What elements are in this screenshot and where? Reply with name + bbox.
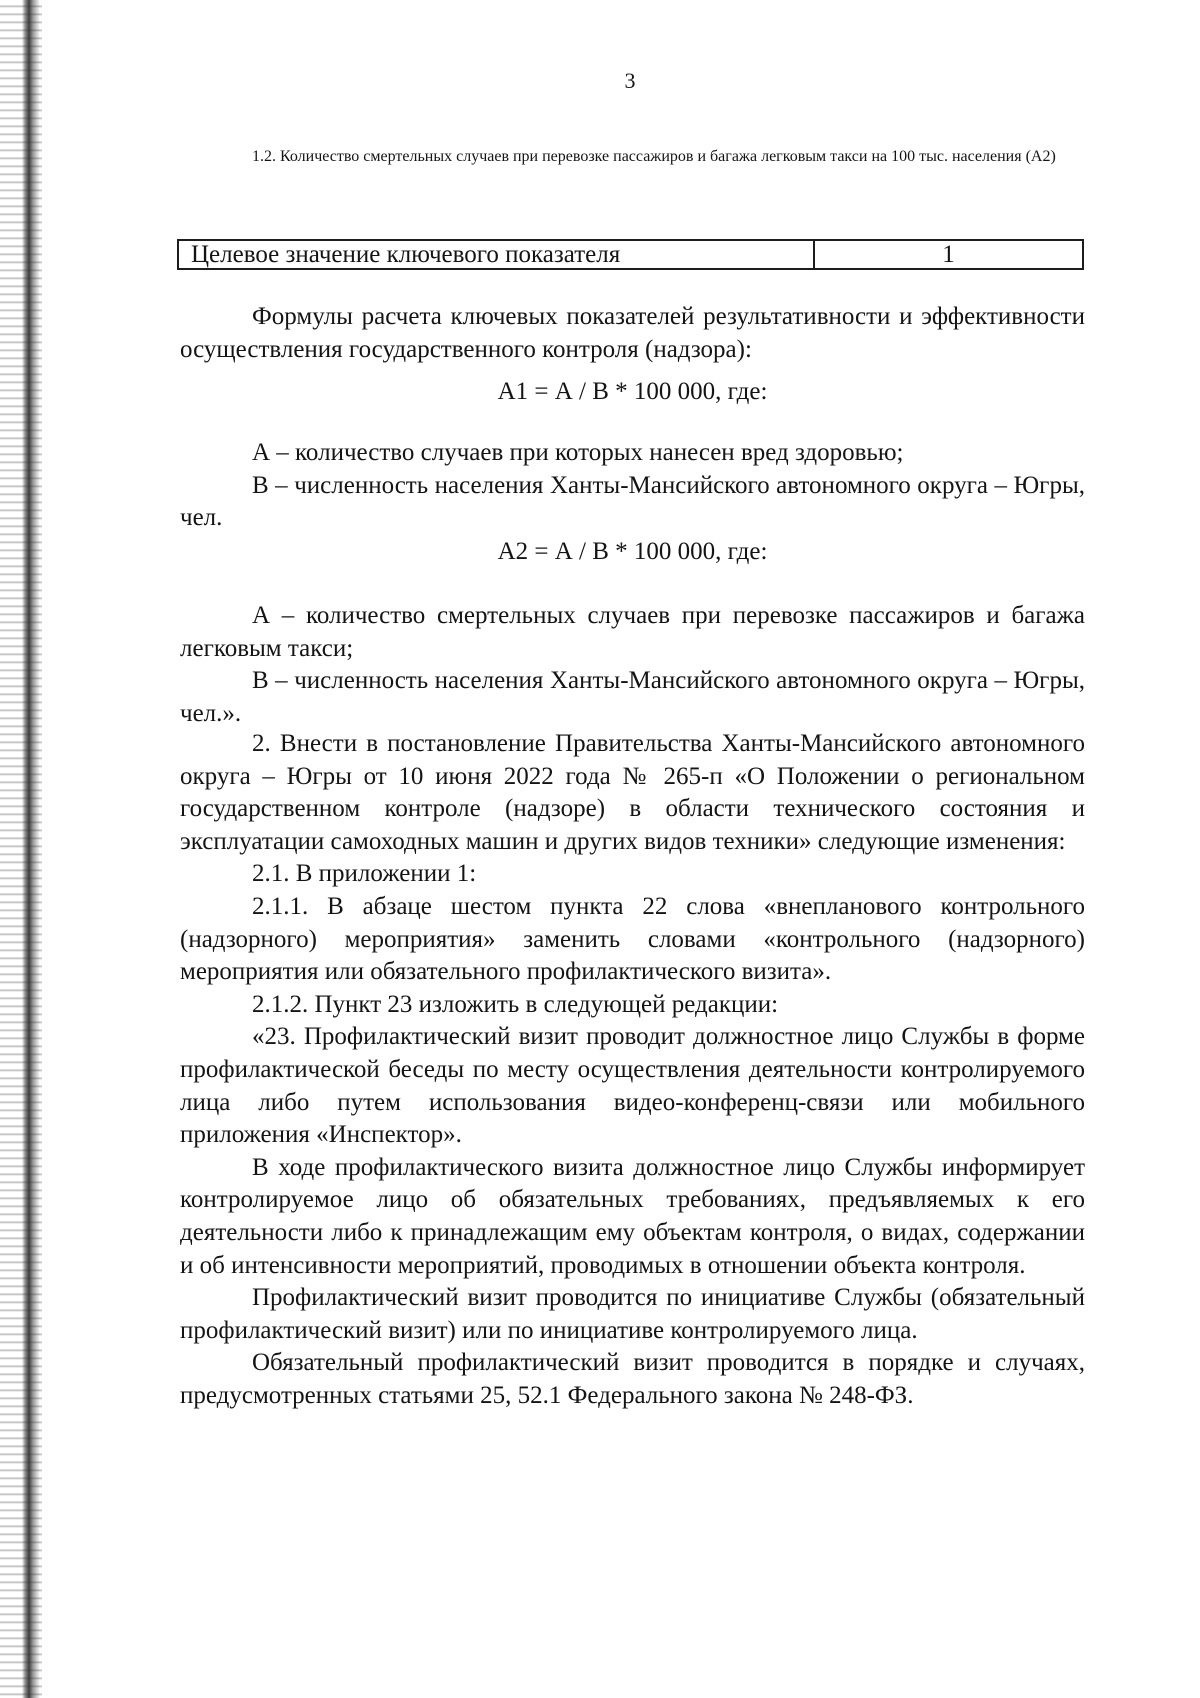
amendment-item-2-1-2: 2.1.2. Пункт 23 изложить в следующей редакции: <box>252 990 779 1018</box>
scan-edge <box>0 0 42 1698</box>
formula-a1-def-b: В – численность населения Ханты-Мансийского автономного округа – Югры, чел. <box>180 471 1085 532</box>
formula-a2-def-b: В – численность населения Ханты-Мансийского автономного округа – Югры, чел.». <box>180 667 1085 727</box>
formula-a2: А2 = А / В * 100 000, где: <box>497 538 768 565</box>
key-indicator-label: Целевое значение ключевого показателя <box>179 241 815 268</box>
formulas-intro: Формулы расчета ключевых показателей результативности и эффективности осуществления государственного контроля (надзора): <box>180 303 1085 363</box>
formulas-intro-block <box>180 301 1085 366</box>
amendment-item-2: 2. Внести в постановление Правительства Ханты-Мансийского автономного округа – Югры от 10 июня 2022 года № 265-п «О Положении о региональном государственном контроле (надзоре) в области технического состояния и эксплуатации самоходных машин и других видов техники» следующие изменения: <box>180 730 1085 855</box>
key-indicator-table <box>177 239 1084 270</box>
formula-a1: А1 = А / В * 100 000, где: <box>497 378 768 405</box>
section-heading-text: 1.2. Количество смертельных случаев при перевозке пассажиров и багажа легковым такси на 100 тыс. населения (А2) <box>252 148 1056 165</box>
amendments-block <box>180 728 1085 1412</box>
formula-a1-definitions <box>180 437 1085 535</box>
amendment-item-2-1-1: 2.1.1. В абзаце шестом пункта 22 слова «внепланового контрольного (надзорного) мероприятия» заменить словами «контрольного (надзорного) мероприятия или обязательного профилактического визита». <box>180 892 1085 986</box>
clause-23-paragraph-2: В ходе профилактического визита должностное лицо Службы информирует контролируемое лицо об обязательных требованиях, предъявляемых к его деятельности либо к принадлежащим ему объектам контроля, о видах, содержании и об интенсивности мероприятий, проводимых в отношении объекта контроля. <box>180 1153 1085 1279</box>
formula-a1-def-a: А – количество случаев при которых нанесен вред здоровью; <box>252 439 904 466</box>
clause-23-paragraph-4: Обязательный профилактический визит проводится в порядке и случаях, предусмотренных статьями 25, 52.1 Федерального закона № 248-ФЗ. <box>180 1349 1085 1409</box>
formula-a2-def-a: А – количество смертельных случаев при перевозке пассажиров и багажа легковым такси; <box>180 602 1085 662</box>
clause-23-paragraph-3: Профилактический визит проводится по инициативе Службы (обязательный профилактический визит) или по инициативе контролируемого лица. <box>180 1284 1085 1344</box>
amendment-item-2-1: 2.1. В приложении 1: <box>252 860 477 888</box>
key-indicator-value: 1 <box>942 241 955 268</box>
clause-23-paragraph-1: «23. Профилактический визит проводит должностное лицо Службы в форме профилактической беседы по месту осуществления деятельности контролируемого лица либо путем использования видео-конференц-связи или мобильного приложения «Инспектор». <box>180 1023 1085 1149</box>
section-heading-1-2 <box>180 141 1085 173</box>
formula-a2-definitions <box>180 600 1085 730</box>
page-number: 3 <box>624 68 636 93</box>
